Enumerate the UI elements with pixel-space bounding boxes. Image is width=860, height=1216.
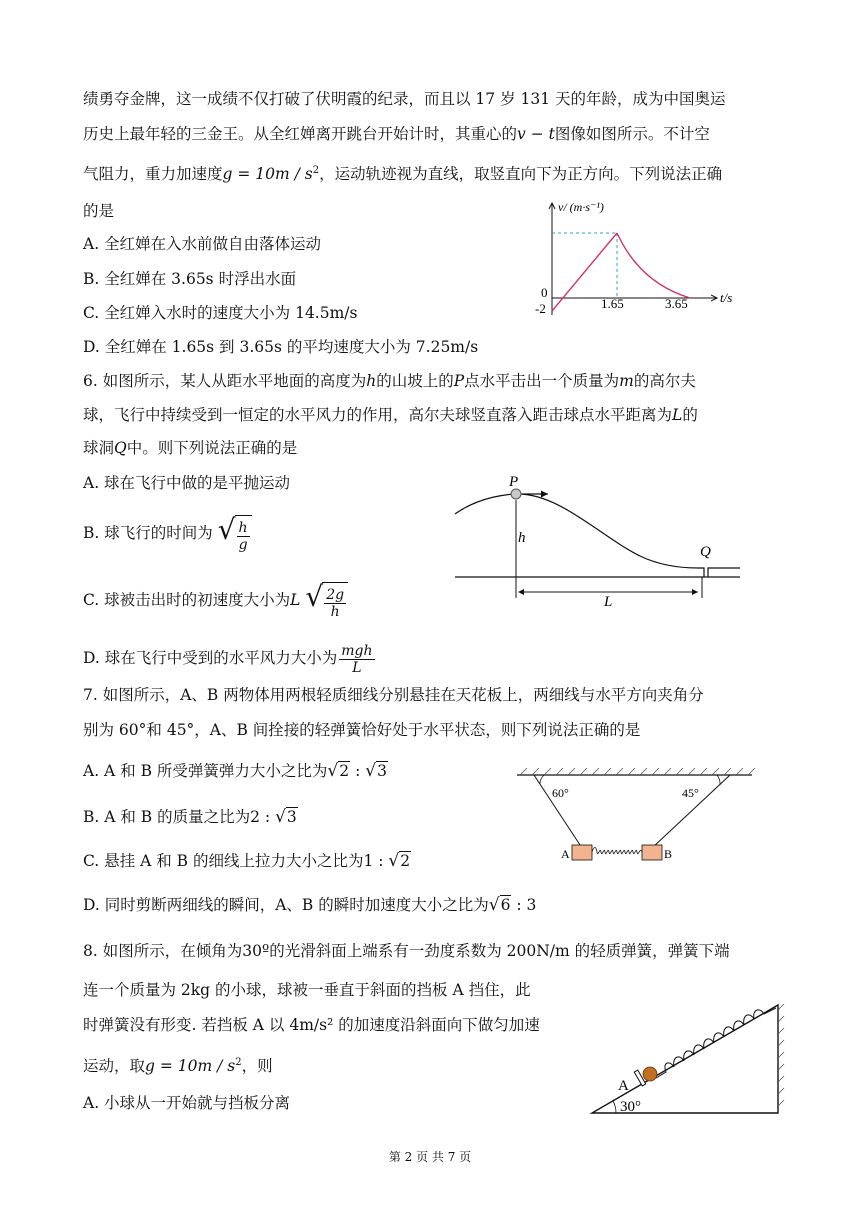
text: 历史上最年轻的三金王。从全红婵离开跳台开始计时，其重心的 (83, 125, 518, 143)
text: 运动，取 (83, 1057, 146, 1076)
text: 图像如图所示。不计空 (554, 125, 710, 143)
q7-option-b: B. A 和 B 的质量之比为2 : √3 (83, 807, 297, 827)
label-45: 45° (682, 786, 699, 800)
text: D. 球在飞行中受到的水平风力大小为 (83, 649, 338, 667)
angle-arc (613, 1101, 616, 1113)
label-A: A (561, 847, 570, 861)
text: B. A 和 B 的质量之比为 (83, 808, 251, 826)
angle-arc-45 (717, 775, 720, 785)
q6-stem-3 (83, 437, 297, 459)
intro-line-2 (83, 123, 710, 145)
text: 点水平击出一个质量为 (464, 372, 620, 390)
gravity-formula: g = 10m / s (145, 1057, 236, 1076)
text: 球，飞行中持续受到一恒定的水平风力的作用，高尔夫球竖直落入距击球点水平距离为 (83, 406, 673, 424)
ball-P (511, 489, 521, 499)
xlabel: t/s (720, 290, 733, 305)
text: 气阻力，重力加速度 (83, 165, 223, 184)
text: 8. 如图所示，在倾角为 (83, 942, 243, 960)
q6-option-d (83, 640, 377, 676)
q6-stem-1 (83, 370, 696, 392)
hole-Q (698, 568, 740, 577)
incline-figure (588, 1000, 788, 1120)
sqrt-h-over-g: √ $\frac{h}{g}$ (218, 515, 252, 553)
text: 6. 如图所示，某人从距水平地面的高度为 (83, 372, 367, 390)
intro-line-4: 的是 (83, 202, 115, 220)
spring (656, 1008, 776, 1078)
label-h: h (518, 530, 526, 546)
ylabel: v/ (m·s⁻¹) (558, 200, 604, 214)
text: 的光滑斜面上端系有一劲度系数为 200N/m 的轻质弹簧，弹簧下端 (269, 942, 730, 960)
q6-stem-2 (83, 404, 698, 426)
vt-symbol: v − t (517, 125, 555, 143)
q7-option-d: D. 同时剪断两细线的瞬间，A、B 的瞬时加速度大小之比为√6 : 3 (83, 895, 537, 915)
gravity-formula: g = 10m / s (222, 165, 313, 184)
q7-option-c: C. 悬挂 A 和 B 的细线上拉力大小之比为1 : √2 (83, 851, 411, 871)
text: B. 球飞行的时间为 (83, 524, 213, 542)
ceiling-hatch (520, 768, 755, 775)
hill-profile (455, 494, 698, 568)
q5-option-d: D. 全红婵在 1.65s 到 3.65s 的平均速度大小为 7.25m/s (83, 338, 479, 356)
intro-line-1: 绩勇夺金牌，这一成绩不仅打破了伏明霞的纪录，而且以 17 岁 131 天的年龄，成为中国奥运 (83, 90, 726, 108)
var-L: L (290, 591, 301, 609)
t2-label: 3.65 (665, 296, 688, 311)
text: 的高尔夫 (633, 372, 696, 390)
label-B: B (664, 847, 673, 861)
wall-hatch (778, 1004, 784, 1106)
intro-line-3: 气阻力，重力加速度$g = 10m / s^2$，运动轨迹视为直线，取竖直向下为正方向。下列说法正确 (83, 165, 723, 184)
q8-stem-4: 运动，取$g = 10m / s^2$，则 (83, 1057, 273, 1076)
label-30: 30° (620, 1099, 641, 1115)
mgh-over-L: $\frac{\text{mgh}}{L}$ (341, 642, 373, 676)
golf-figure (450, 476, 750, 606)
block-A (572, 845, 592, 860)
text: 的 (682, 406, 698, 424)
text: ，运动轨迹视为直线，取竖直向下为正方向。下列说法正确 (319, 165, 723, 184)
block-B (642, 845, 662, 860)
origin-label: 0 (541, 285, 548, 300)
vt-graph (525, 195, 750, 325)
q8-option-a: A. 小球从一开始就与挡板分离 (83, 1094, 291, 1112)
q7-option-a: A. A 和 B 所受弹簧弹力大小之比为√2 : √3 (83, 761, 387, 781)
var-P: P (453, 372, 465, 390)
q5-option-a: A. 全红婵在入水前做自由落体运动 (83, 235, 322, 253)
q8-stem-3: 时弹簧没有形变. 若挡板 A 以 4m/s² 的加速度沿斜面向下做匀加速 (83, 1016, 540, 1034)
text: A. A 和 B 所受弹簧弹力大小之比为 (83, 762, 328, 780)
q8-stem-1 (83, 940, 730, 962)
text: 中。则下列说法正确的是 (126, 439, 298, 457)
label-60: 60° (552, 786, 569, 800)
q5-option-c: C. 全红婵入水时的速度大小为 14.5m/s (83, 304, 358, 322)
q8-stem-2: 连一个质量为 2kg 的小球，球被一垂直于斜面的挡板 A 挡住，此 (83, 981, 531, 999)
label-P: P (509, 476, 519, 490)
q6-option-a: A. 球在飞行中做的是平抛运动 (83, 474, 291, 492)
label-A: A (618, 1078, 629, 1094)
incline (592, 1005, 778, 1113)
angle-30: 30º (242, 942, 270, 960)
q5-option-b: B. 全红婵在 3.65s 时浮出水面 (83, 270, 297, 288)
var-h: h (366, 372, 377, 390)
spring (592, 848, 642, 854)
ball (643, 1067, 657, 1081)
q6-option-c (83, 582, 348, 620)
label-Q: Q (700, 544, 711, 560)
var-m: m (619, 372, 634, 390)
text: ，则 (241, 1057, 273, 1076)
t1-label: 1.65 (601, 296, 624, 311)
var-L: L (672, 406, 683, 424)
var-Q: Q (114, 439, 127, 457)
neg-label: -2 (535, 301, 546, 316)
text: 球洞 (83, 439, 115, 457)
text: C. 球被击出时的初速度大小为 (83, 591, 291, 609)
text: D. 同时剪断两细线的瞬间，A、B 的瞬时加速度大小之比为 (83, 896, 489, 914)
q6-option-b (83, 515, 252, 553)
text: 的山坡上的 (376, 372, 454, 390)
spring-figure (512, 765, 757, 875)
curve-segment (617, 233, 690, 298)
q7-stem-1: 7. 如图所示，A、B 两物体用两根轻质细线分别悬挂在天花板上，两细线与水平方向夹角分 (83, 686, 704, 704)
page-footer: 第 2 页 共 7 页 (388, 1150, 472, 1164)
angle-arc-60 (540, 775, 544, 784)
label-L: L (604, 594, 613, 606)
sqrt-2g-over-h: √ $\frac{2g}{h}$ (305, 582, 348, 620)
text: C. 悬挂 A 和 B 的细线上拉力大小之比为 (83, 852, 364, 870)
q7-stem-2: 别为 60°和 45°，A、B 间拴接的轻弹簧恰好处于水平状态，则下列说法正确的是 (83, 721, 641, 739)
